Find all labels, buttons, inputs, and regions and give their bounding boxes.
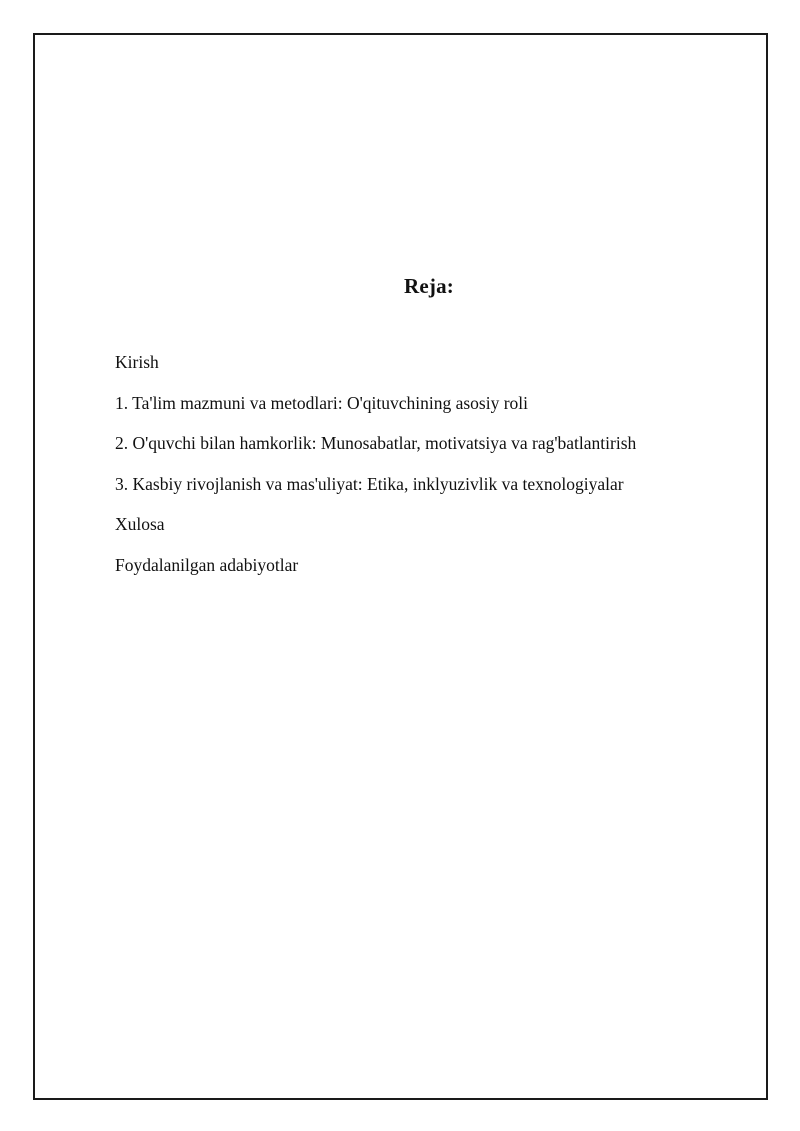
page-title: Reja: bbox=[404, 274, 454, 298]
plan-item-introduction: Kirish bbox=[115, 352, 159, 372]
plan-item-section-3: 3. Kasbiy rivojlanish va mas'uliyat: Etika, inklyuzivlik va texnologiyalar bbox=[115, 473, 624, 494]
plan-item-conclusion: Xulosa bbox=[115, 514, 165, 534]
plan-item-references: Foydalanilgan adabiyotlar bbox=[115, 554, 299, 575]
plan-item-section-2: 2. O'quvchi bilan hamkorlik: Munosabatlar, motivatsiya va rag'batlantirish bbox=[115, 433, 637, 453]
plan-item-section-1: 1. Ta'lim mazmuni va metodlari: O'qituvchining asosiy roli bbox=[115, 392, 529, 413]
plan-list bbox=[115, 350, 636, 593]
